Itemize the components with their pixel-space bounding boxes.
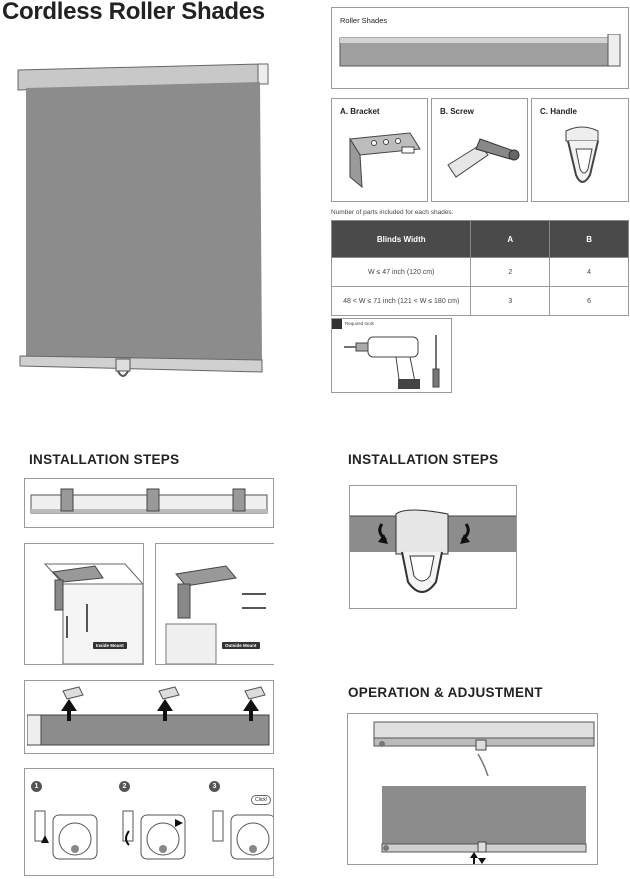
parts-table xyxy=(331,220,629,316)
table-row xyxy=(332,287,629,316)
attach-headrail-panel xyxy=(24,680,274,754)
roller-shades-panel xyxy=(331,7,629,89)
page-title: Cordless Roller Shades xyxy=(2,0,265,25)
table-cell: W ≤ 47 inch (120 cm) xyxy=(332,258,471,287)
table-cell: 3 xyxy=(471,287,550,316)
table-cell: 48 < W ≤ 71 inch (121 < W ≤ 180 cm) xyxy=(332,287,471,316)
inside-mount-panel xyxy=(24,543,144,665)
drill-icon xyxy=(344,331,448,391)
table-cell: 2 xyxy=(471,258,550,287)
step-number: 3 xyxy=(209,781,220,792)
table-header: Blinds Width xyxy=(332,221,471,258)
headrail-brackets-panel xyxy=(24,478,274,528)
inside-mount-tag: Inside Mount xyxy=(93,642,127,649)
roller-shade-illustration xyxy=(14,60,272,390)
operation-panel xyxy=(347,713,598,865)
required-tools-panel xyxy=(331,318,452,393)
part-label: B. Screw xyxy=(440,107,474,116)
table-cell: 4 xyxy=(550,258,629,287)
table-header: A xyxy=(471,221,550,258)
part-label: A. Bracket xyxy=(340,107,380,116)
part-screw-panel xyxy=(431,98,528,202)
attach-headrail-icon xyxy=(27,685,273,751)
part-bracket-panel xyxy=(331,98,428,202)
clip-steps-panel xyxy=(24,768,274,876)
headrail-icon xyxy=(338,34,624,74)
installation-steps-heading: INSTALLATION STEPS xyxy=(29,452,180,467)
step-number: 2 xyxy=(119,781,130,792)
table-row xyxy=(332,258,629,287)
part-handle-panel xyxy=(531,98,629,202)
table-header: B xyxy=(550,221,629,258)
roller-shades-label: Roller Shades xyxy=(340,16,388,25)
clip-steps-icon xyxy=(25,789,273,875)
outside-mount-panel xyxy=(155,543,274,665)
handle-install-panel xyxy=(349,485,517,609)
table-header-row xyxy=(332,221,629,258)
handle-install-icon xyxy=(350,486,516,608)
step-number: 1 xyxy=(31,781,42,792)
required-tools-label: Required tools xyxy=(345,321,375,326)
headrail-bracket-icon xyxy=(29,485,269,523)
bracket-icon xyxy=(340,129,422,195)
installation-steps-heading: INSTALLATION STEPS xyxy=(348,452,499,467)
table-cell: 6 xyxy=(550,287,629,316)
screw-icon xyxy=(440,129,522,195)
part-label: C. Handle xyxy=(540,107,577,116)
table-caption: Number of parts included for each shades: xyxy=(331,209,454,216)
click-callout: Click! xyxy=(251,795,271,805)
wrench-icon xyxy=(332,319,342,329)
operation-icon xyxy=(348,714,597,864)
outside-mount-tag: Outside Mount xyxy=(222,642,260,649)
handle-icon xyxy=(546,123,616,199)
operation-adjustment-heading: OPERATION & ADJUSTMENT xyxy=(348,685,543,700)
